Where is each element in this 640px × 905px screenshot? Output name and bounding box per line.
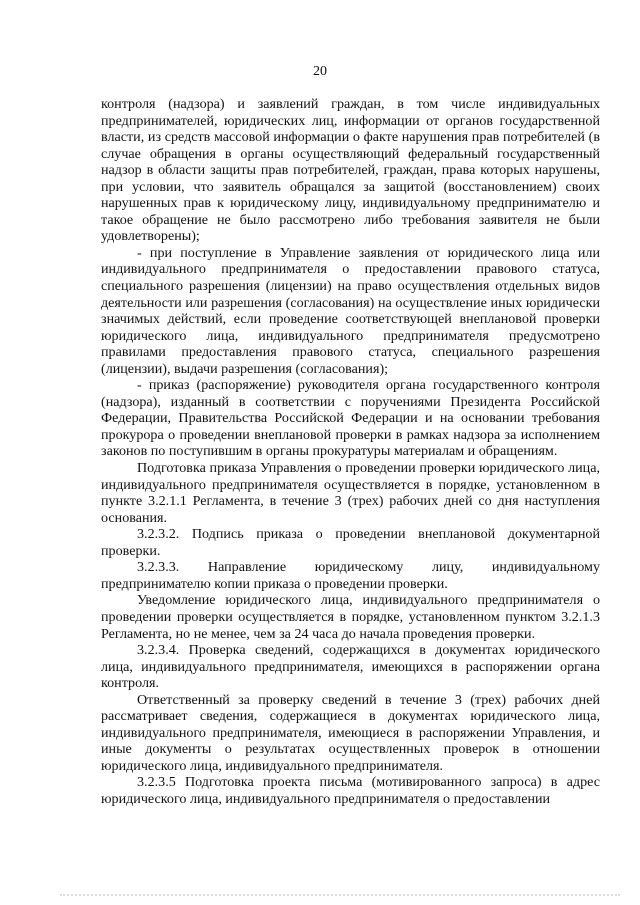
paragraph: Подготовка приказа Управления о проведении проверки юридического лица, индивидуального предпринимателя осуществляется в порядке, установленном в пункте 3.2.1.1 Регламента, в течение 3 (трех) рабочих дней со дня наступления основания. — [101, 460, 600, 526]
paragraph-list-item: - при поступление в Управление заявления от юридического лица или индивидуального предпринимателя о предоставлении правового статуса, специального разрешения (лицензии) на право осуществления отдельных видов деятельности или разрешения (согласования) на осуществление иных юридически значимых действий, если проведение соответствующей внеплановой проверки юридического лица, индивидуального предпринимателя предусмотрено правилами предоставления правового статуса, специального разрешения (лицензии), выдачи разрешения (согласования); — [101, 244, 600, 377]
scan-artifact-line — [60, 894, 620, 900]
paragraph-section: 3.2.3.2. Подпись приказа о проведении внеплановой документарной проверки. — [101, 526, 600, 559]
paragraph-list-item: - приказ (распоряжение) руководителя органа государственного контроля (надзора), изданный в соответствии с поручениями Президента Российской Федерации, Правительства Российской Федерации и на основании требования прокурора о проведении внеплановой проверки в рамках надзора за исполнением законов по поступившим в органы прокуратуры материалам и обращениям. — [101, 377, 600, 460]
paragraph-section: 3.2.3.5 Подготовка проекта письма (мотивированного запроса) в адрес юридического лица, индивидуального предпринимателя о предоставлении — [101, 774, 600, 807]
page-number: 20 — [313, 64, 327, 79]
paragraph: Уведомление юридического лица, индивидуального предпринимателя о проведении проверки осуществляется в порядке, установленном пунктом 3.2.1.3 Регламента, но не менее, чем за 24 часа до начала проведения проверки. — [101, 592, 600, 642]
paragraph-continuation: контроля (надзора) и заявлений граждан, в том числе индивидуальных предпринимателей, юридических лиц, информации от органов государственной власти, из средств массовой информации о факте нарушения прав потребителей (в случае обращения в органы осуществляющий федеральный государственный надзор в области защиты прав потребителей, граждан, права которых нарушены, при условии, что заявитель обращался за защитой (восстановлением) своих нарушенных прав к юридическому лицу, индивидуальному предпринимателю и такое обращение не было рассмотрено либо требования заявителя не были удовлетворены); — [101, 96, 600, 245]
paragraph-section: 3.2.3.3. Направление юридическому лицу, индивидуальному предпринимателю копии приказа о проведении проверки. — [101, 559, 600, 592]
document-body — [101, 96, 600, 808]
paragraph-section: 3.2.3.4. Проверка сведений, содержащихся в документах юридического лица, индивидуального предпринимателя, имеющихся в распоряжении органа контроля. — [101, 642, 600, 692]
paragraph: Ответственный за проверку сведений в течение 3 (трех) рабочих дней рассматривает сведения, содержащиеся в документах юридического лица, индивидуального предпринимателя, имеющиеся в распоряжении Управления, и иные документы о результатах осуществленных проверок в отношении юридического лица, индивидуального предпринимателя. — [101, 691, 600, 774]
